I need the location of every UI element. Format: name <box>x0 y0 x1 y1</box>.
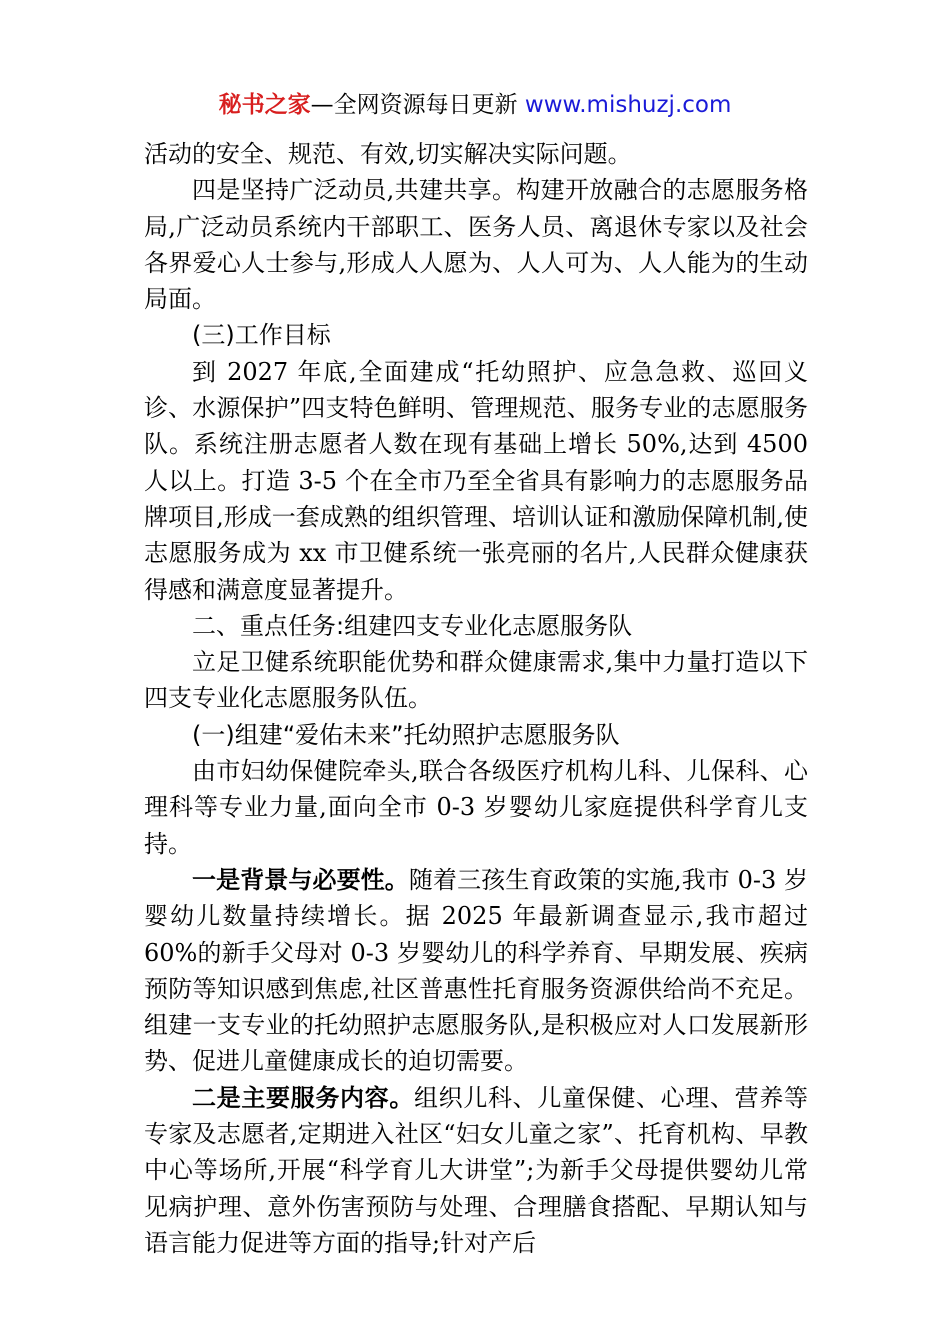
paragraph-childcare-lead: 由市妇幼保健院牵头,联合各级医疗机构儿科、儿保科、心理科等专业力量,面向全市 0-3 岁婴幼儿家庭提供科学育儿支持。 <box>144 757 808 858</box>
paragraph-key-tasks-intro: 立足卫健系统职能优势和群众健康需求,集中力量打造以下四支专业化志愿服务队伍。 <box>144 648 808 713</box>
paragraph-background <box>144 862 808 1080</box>
paragraph-goals: 到 2027 年底,全面建成“托幼照护、应急急救、巡回义诊、水源保护”四支特色鲜明、管理规范、服务专业的志愿服务队。系统注册志愿者人数在现有基础上增长 50%,达到 4500 人以上。打造 3-5 个在全市乃至全省具有影响力的志愿服务品牌项目,形成一套成熟的组织管理、培训认证和激励保障机制,使志愿服务成为 xx 市卫健系统一张亮丽的名片,人民群众健康获得感和满意度显著提升。 <box>144 357 808 604</box>
paragraph-services <box>144 1080 808 1261</box>
section-heading-goals: (三)工作目标 <box>192 321 331 350</box>
section-heading-childcare-team: (一)组建“爱佑未来”托幼照护志愿服务队 <box>192 720 620 749</box>
paragraph-continuation: 活动的安全、规范、有效,切实解决实际问题。 <box>144 140 632 168</box>
header-dash: — <box>310 92 334 118</box>
brand-name: 秘书之家 <box>218 92 311 118</box>
section-heading-key-tasks: 二、重点任务:组建四支专业化志愿服务队 <box>192 611 633 640</box>
header-tagline: 全网资源每日更新 <box>333 92 525 118</box>
paragraph-body-background: 随着三孩生育政策的实施,我市 0-3 岁婴幼儿数量持续增长。据 2025 年最新调查显示,我市超过 60%的新手父母对 0-3 岁婴幼儿的科学养育、早期发展、疾病预防等知识感到焦虑,社区普惠性托育服务资源供给尚不充足。组建一支专业的托幼照护志愿服务队,是积极应对人口发展新形势、促进儿童健康成长的迫切需要。 <box>144 865 808 1076</box>
paragraph-mobilization: 四是坚持广泛动员,共建共享。构建开放融合的志愿服务格局,广泛动员系统内干部职工、医务人员、离退休专家以及社会各界爱心人士参与,形成人人愿为、人人可为、人人能为的生动局面。 <box>144 176 808 314</box>
paragraph-body-services: 组织儿科、儿童保健、心理、营养等专家及志愿者,定期进入社区“妇女儿童之家”、托育机构、早教中心等场所,开展“科学育儿大讲堂”;为新手父母提供婴幼儿常见病护理、意外伤害预防与处理、合理膳食搭配、早期认知与语言能力促进等方面的指导;针对产后 <box>144 1083 808 1257</box>
site-url-link[interactable]: www.mishuzj.com <box>524 92 732 118</box>
page-header <box>0 88 950 122</box>
paragraph-lead-services: 二是主要服务内容。 <box>192 1083 414 1112</box>
document-body <box>144 136 808 1261</box>
paragraph-lead-background: 一是背景与必要性。 <box>192 865 409 894</box>
